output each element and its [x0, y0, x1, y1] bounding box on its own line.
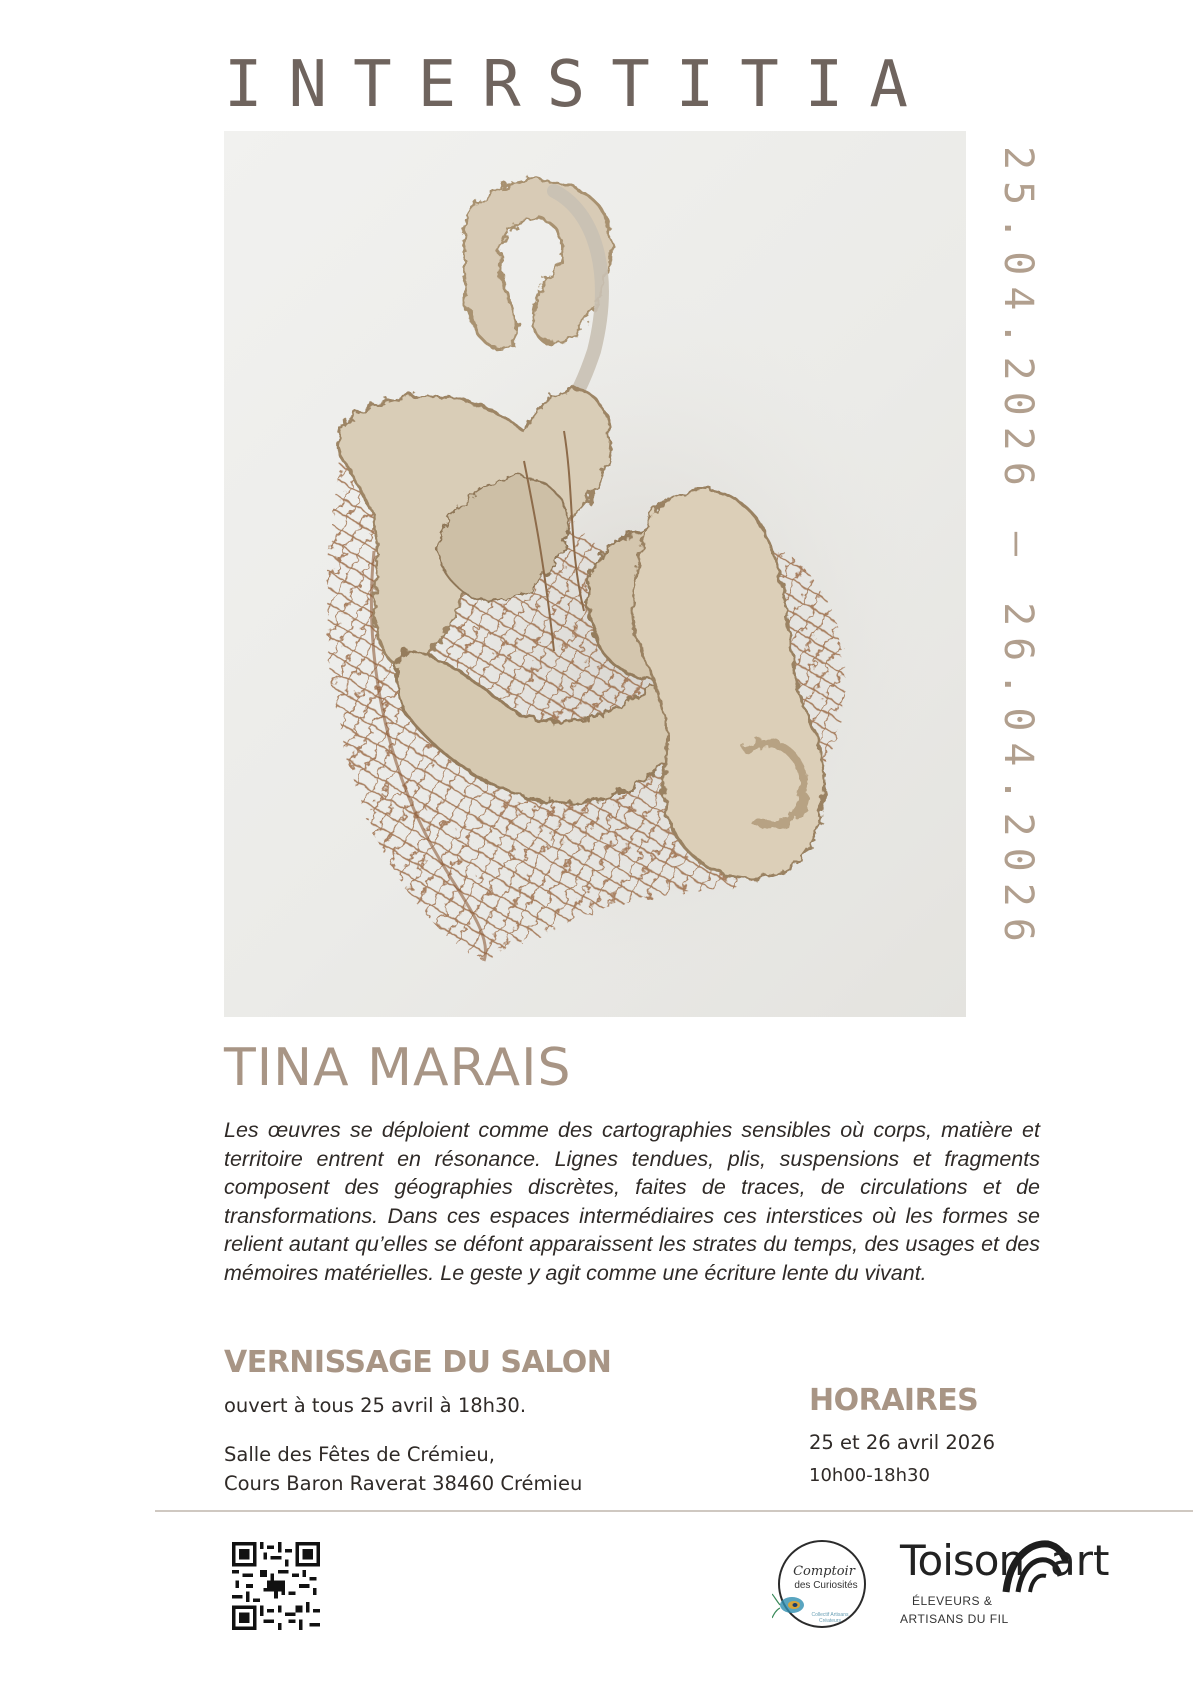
venue-line-1: Salle des Fêtes de Crémieu, [224, 1443, 495, 1466]
toison-logo-subtitle-2: ARTISANS DU FIL [900, 1612, 1009, 1626]
toison-logo-subtitle-1: ÉLEVEURS & [912, 1594, 993, 1608]
vernissage-details: ouvert à tous 25 avril à 18h30. [224, 1394, 527, 1417]
vernissage-heading: VERNISSAGE DU SALON [224, 1345, 612, 1380]
horaires-heading: HORAIRES [809, 1383, 979, 1418]
toison-logo-art-word: art [1050, 1536, 1110, 1585]
artist-name: TINA MARAIS [224, 1038, 572, 1098]
comptoir-logo-ring-text: Collectif Artisans Créateurs [811, 1612, 849, 1624]
horaires-dates: 25 et 26 avril 2026 [809, 1431, 996, 1454]
toison-logo-word: Toison [900, 1536, 1025, 1585]
artwork-description: Les œuvres se déploient comme des cartographies sensibles où corps, matière et territoire entrent en résonance. Lignes tendues, plis, suspensions et fragments composent des géographies discrètes, faites de traces, de circulations et de transformations. Dans ces espaces intermédiaires ces interstices où les formes se relient autant qu’elles se défont apparaissent les strates du temps, des usages et des mémoires matérielles. Le geste y agit comme une écriture lente du vivant. [224, 1118, 1040, 1285]
exhibition-dates: 25.04.2026 – 26.04.2026 [995, 146, 1041, 953]
venue-line-2: Cours Baron Raverat 38460 Crémieu [224, 1472, 583, 1495]
horaires-time: 10h00-18h30 [809, 1465, 930, 1486]
comptoir-logo-line1: Comptoir [793, 1564, 855, 1579]
artwork-photo [224, 131, 966, 1017]
textile-sculpture-image [224, 131, 966, 1017]
comptoir-logo-line2: des Curiosités [794, 1580, 858, 1591]
qr-code-icon[interactable] [232, 1542, 320, 1630]
poster-title: INTERSTITIA [224, 48, 934, 122]
toison-dart-logo[interactable] [900, 1536, 1130, 1636]
footer-divider [155, 1510, 1193, 1512]
comptoir-des-curiosites-logo[interactable] [778, 1540, 866, 1628]
